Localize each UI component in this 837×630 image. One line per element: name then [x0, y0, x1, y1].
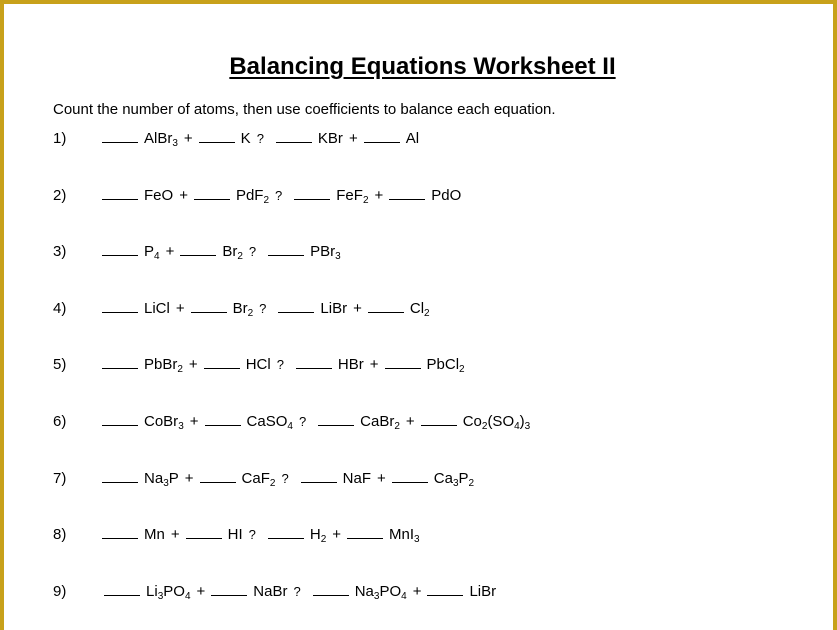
equation-body: [102, 128, 423, 150]
coefficient-blank[interactable]: [427, 594, 463, 596]
reaction-arrow: ?: [293, 583, 301, 599]
formula-text: NaBr: [253, 582, 288, 600]
plus-sign: +: [165, 243, 175, 261]
coefficient-blank[interactable]: [186, 537, 222, 539]
coefficient-blank[interactable]: [191, 311, 227, 313]
coefficient-blank[interactable]: [385, 367, 421, 369]
formula-text: Mn: [144, 526, 165, 544]
formula-subscript: 2: [263, 194, 270, 206]
formula-subscript: 2: [424, 307, 430, 319]
equation-body: [102, 185, 465, 207]
equation-number: 8): [53, 526, 67, 544]
formula-subscript: 2: [247, 307, 254, 319]
chemical-formula: [138, 526, 169, 543]
chemical-formula: [404, 300, 434, 317]
plus-sign: +: [189, 413, 199, 430]
reaction-arrow: ?: [298, 414, 307, 429]
chemical-formula: [140, 583, 195, 600]
coefficient-blank[interactable]: [102, 141, 138, 143]
chemical-formula: [240, 356, 275, 373]
chemical-formula: [383, 526, 424, 546]
coefficient-blank[interactable]: [347, 537, 383, 539]
chemical-formula: [421, 356, 469, 376]
chemical-formula: [312, 130, 347, 147]
coefficient-blank[interactable]: [364, 141, 400, 143]
equation-number: 1): [53, 130, 67, 147]
formula-subscript: 2: [481, 421, 488, 432]
equation-number: 2): [53, 186, 67, 204]
formula-text: NaF: [342, 469, 372, 487]
formula-subscript: 2: [269, 477, 276, 489]
coefficient-blank[interactable]: [194, 198, 230, 200]
equation-body: [104, 581, 500, 603]
formula-subscript: 3: [524, 421, 531, 432]
coefficient-blank[interactable]: [313, 594, 349, 596]
equation-body: [102, 411, 534, 433]
formula-text: AlBr: [144, 130, 173, 147]
coefficient-blank[interactable]: [102, 367, 138, 369]
plus-sign: +: [377, 469, 386, 487]
coefficient-blank[interactable]: [268, 537, 304, 539]
formula-subscript: 4: [287, 421, 293, 432]
plus-sign: +: [332, 526, 342, 544]
chemical-formula: [138, 243, 164, 263]
chemical-formula: [236, 470, 280, 487]
plus-sign: +: [369, 356, 379, 374]
plus-sign: +: [179, 186, 188, 204]
chemical-formula: [138, 356, 187, 376]
formula-text: MnI: [389, 526, 415, 544]
chemical-formula: [457, 413, 535, 430]
formula-text: Co: [462, 413, 482, 430]
formula-subscript: 4: [154, 251, 160, 263]
formula-subscript: 2: [468, 477, 475, 489]
chemical-formula: [138, 130, 182, 147]
coefficient-blank[interactable]: [392, 481, 428, 483]
equation-body: [102, 524, 424, 546]
formula-text: Br: [232, 299, 248, 317]
formula-text: ): [519, 413, 525, 430]
equation-body: [102, 468, 478, 490]
coefficient-blank[interactable]: [200, 481, 236, 483]
coefficient-blank[interactable]: [421, 424, 457, 426]
formula-text: PO: [379, 582, 402, 600]
reaction-arrow: ?: [276, 357, 284, 373]
formula-text: PBr: [310, 243, 336, 261]
formula-text: Na: [354, 582, 374, 600]
equation-number: 9): [53, 582, 67, 600]
reaction-arrow: ?: [248, 244, 257, 260]
formula-text: LiCl: [144, 299, 170, 317]
formula-text: PdF: [235, 186, 264, 204]
equation-number: 4): [53, 299, 67, 317]
formula-subscript: 3: [373, 590, 380, 602]
coefficient-blank[interactable]: [199, 141, 235, 143]
coefficient-blank[interactable]: [211, 594, 247, 596]
equation-body: [102, 354, 469, 376]
chemical-formula: [241, 413, 297, 430]
formula-subscript: 2: [362, 194, 369, 206]
coefficient-blank[interactable]: [102, 254, 138, 256]
reaction-arrow: ?: [275, 187, 283, 203]
coefficient-blank[interactable]: [102, 481, 138, 483]
equation-number: 6): [53, 413, 67, 430]
formula-text: P: [168, 469, 179, 487]
chemical-formula: [400, 130, 423, 147]
coefficient-blank[interactable]: [276, 141, 312, 143]
formula-text: Cl: [409, 299, 425, 317]
chemical-formula: [354, 413, 404, 430]
formula-subscript: 2: [320, 534, 327, 546]
coefficient-blank[interactable]: [296, 367, 332, 369]
formula-text: PO: [163, 582, 185, 600]
plus-sign: +: [196, 582, 206, 600]
formula-subscript: 3: [178, 421, 184, 432]
formula-subscript: 3: [157, 590, 164, 602]
coefficient-blank[interactable]: [278, 311, 314, 313]
formula-subscript: 4: [184, 590, 191, 602]
formula-subscript: 4: [401, 590, 407, 602]
coefficient-blank[interactable]: [368, 311, 404, 313]
formula-subscript: 3: [335, 251, 341, 263]
chemical-formula: [314, 300, 351, 317]
chemical-formula: [230, 187, 273, 204]
coefficient-blank[interactable]: [301, 481, 337, 483]
chemical-formula: [235, 130, 255, 147]
formula-text: CaF: [241, 469, 270, 487]
formula-text: Ca: [433, 469, 453, 487]
plus-sign: +: [353, 299, 362, 317]
chemical-formula: [349, 583, 411, 600]
coefficient-blank[interactable]: [102, 311, 138, 313]
formula-text: P: [458, 469, 469, 487]
formula-text: FeF: [336, 186, 363, 204]
formula-text: PdO: [431, 186, 462, 204]
coefficient-blank[interactable]: [102, 198, 138, 200]
formula-subscript: 4: [514, 421, 520, 432]
chemical-formula: [227, 300, 258, 317]
formula-text: HBr: [337, 356, 364, 374]
formula-subscript: 2: [237, 251, 243, 263]
plus-sign: +: [374, 186, 384, 204]
reaction-arrow: ?: [256, 131, 264, 146]
plus-sign: +: [183, 130, 193, 147]
formula-subscript: 2: [394, 421, 400, 432]
chemical-formula: [425, 187, 465, 204]
reaction-arrow: ?: [248, 527, 256, 543]
formula-text: Al: [405, 130, 420, 147]
chemical-formula: [138, 413, 188, 430]
formula-subscript: 3: [163, 477, 169, 489]
formula-text: Li: [146, 582, 158, 600]
coefficient-blank[interactable]: [104, 594, 140, 596]
chemical-formula: [337, 470, 375, 487]
equation-body: [102, 241, 345, 263]
formula-text: (SO: [487, 413, 515, 430]
coefficient-blank[interactable]: [102, 537, 138, 539]
formula-subscript: 2: [459, 364, 465, 376]
plus-sign: +: [188, 356, 198, 374]
plus-sign: +: [184, 469, 194, 487]
chemical-formula: [330, 187, 372, 204]
formula-text: CaSO: [246, 413, 288, 430]
chemical-formula: [222, 526, 247, 543]
formula-subscript: 3: [414, 534, 420, 546]
formula-text: LiBr: [320, 299, 348, 317]
chemical-formula: [428, 470, 478, 487]
plus-sign: +: [175, 299, 185, 317]
plus-sign: +: [405, 413, 415, 430]
reaction-arrow: ?: [281, 470, 289, 486]
chemical-formula: [304, 526, 330, 546]
plus-sign: +: [348, 130, 358, 147]
formula-text: KBr: [317, 130, 343, 147]
coefficient-blank[interactable]: [318, 424, 354, 426]
chemical-formula: [304, 243, 345, 263]
formula-text: CoBr: [144, 413, 179, 430]
chemical-formula: [138, 470, 183, 487]
coefficient-blank[interactable]: [205, 424, 241, 426]
formula-text: PbBr: [144, 356, 178, 374]
plus-sign: +: [412, 582, 422, 600]
coefficient-blank[interactable]: [102, 424, 138, 426]
worksheet-title: [4, 52, 837, 82]
chemical-formula: [332, 356, 368, 373]
coefficient-blank[interactable]: [204, 367, 240, 369]
formula-subscript: 2: [177, 364, 183, 376]
formula-text: PbCl: [426, 356, 460, 374]
coefficient-blank[interactable]: [294, 198, 330, 200]
equation-body: [102, 298, 434, 320]
formula-text: LiBr: [469, 582, 497, 600]
formula-text: K: [240, 130, 251, 147]
chemical-formula: [463, 583, 500, 600]
formula-text: H: [309, 526, 321, 544]
formula-text: CaBr: [360, 413, 395, 430]
formula-text: FeO: [144, 186, 174, 204]
chemical-formula: [138, 300, 174, 317]
formula-text: Br: [222, 243, 238, 261]
instructions-text: Count the number of atoms, then use coefficients to balance each equation.: [53, 101, 556, 118]
equation-number: 5): [53, 356, 67, 374]
chemical-formula: [138, 187, 177, 204]
formula-text: HCl: [245, 356, 271, 374]
formula-text: P: [144, 243, 155, 261]
equation-number: 7): [53, 469, 67, 487]
plus-sign: +: [170, 526, 180, 544]
formula-text: Na: [144, 469, 164, 487]
title-text: Balancing Equations Worksheet II: [229, 53, 616, 80]
coefficient-blank[interactable]: [268, 254, 304, 256]
reaction-arrow: ?: [259, 300, 267, 316]
formula-subscript: 3: [172, 138, 178, 149]
chemical-formula: [216, 243, 247, 263]
formula-subscript: 3: [452, 477, 459, 489]
coefficient-blank[interactable]: [389, 198, 425, 200]
formula-text: HI: [227, 526, 243, 544]
equation-number: 3): [53, 243, 67, 261]
chemical-formula: [247, 583, 291, 600]
coefficient-blank[interactable]: [180, 254, 216, 256]
